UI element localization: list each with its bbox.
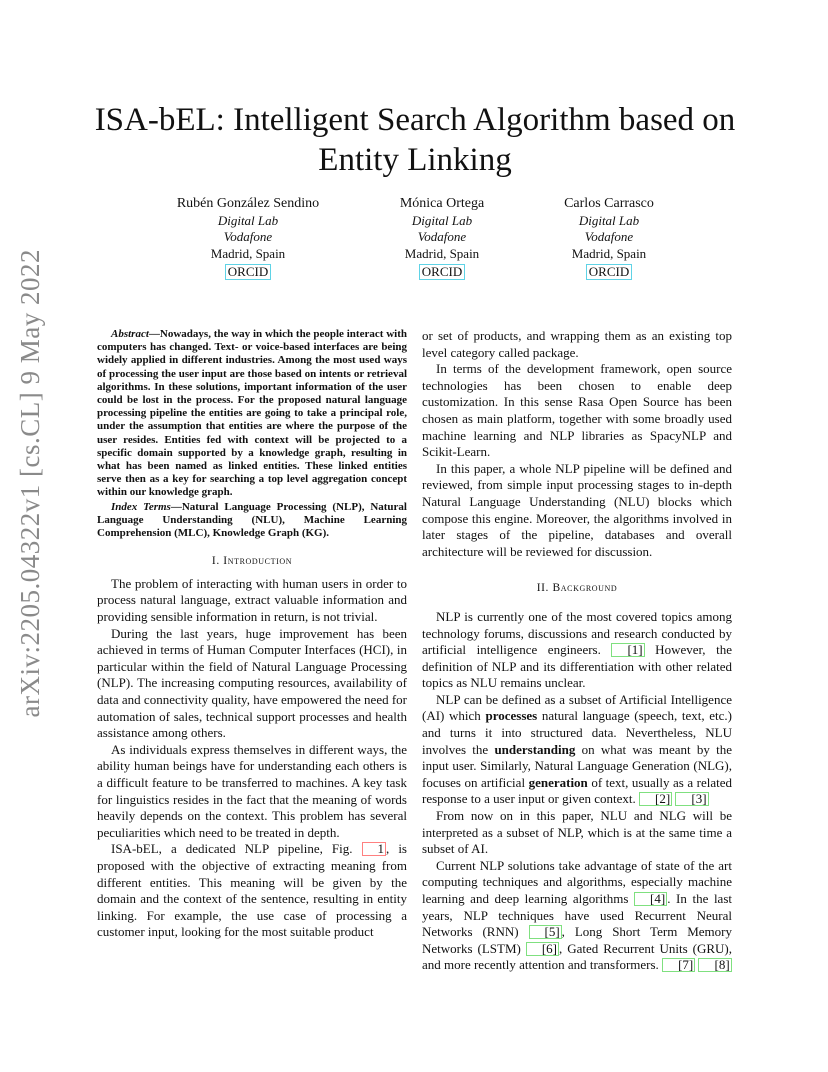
orcid-link[interactable]: ORCID	[225, 264, 271, 280]
text: , Long Short Term Memory Networks (LSTM)	[422, 924, 732, 956]
paragraph: or set of products, and wrapping them as an existing top level category called package.	[422, 328, 732, 360]
orcid-link[interactable]: ORCID	[586, 264, 632, 280]
author-org: Vodafone	[223, 229, 273, 245]
paper-title: ISA-bEL: Intelligent Search Algorithm based on Entity Linking	[94, 102, 736, 178]
author-dept: Digital Lab	[578, 212, 640, 228]
bold-term: processes	[485, 708, 538, 724]
index-terms-text: —Natural Language Processing (NLP), Natural Language Understanding (NLU), Machine Learning Comprehension (MLC), Knowledge Graph (KG).	[97, 500, 407, 540]
author-city: Madrid, Spain	[571, 246, 647, 262]
abstract-text: —Nowadays, the way in which the people interact with computers has changed. Text- or voice-based interfaces are being widely applied in different industries. Among the most used ways of processing the user input are those based on intents or retrieval algorithms. In these solutions, important information of the user could be lost in the process. For the proposed natural language processing pipeline the entities are going to take a principal role, under the assumption that entities are where the purpose of the user resides. Entities fed with context will be projected to a specific domain supported by a knowledge graph, resulting in what has been named as linked entities. These linked entities serve then as a key for searching a top level aggregation concept within our knowledge graph.	[97, 328, 407, 499]
citation-link[interactable]: [4]	[634, 892, 667, 906]
author-name: Rubén González Sendino	[176, 196, 320, 211]
citation-link[interactable]: [5]	[529, 925, 562, 939]
text: . In the last years, NLP techniques have used Recurrent Neural Networks (RNN)	[422, 891, 732, 940]
paragraph	[97, 841, 407, 941]
text: NLP is currently one of the most covered topics among technology forums, discussions and research conducted by artificial intelligence engineers.	[422, 608, 732, 658]
citation-link[interactable]: [3]	[675, 792, 708, 806]
text: , Gated Recurrent Units (GRU), and more recently attention and transformers.	[422, 940, 732, 973]
bold-term: understanding	[494, 741, 576, 757]
text: on what was meant by the input user. Similarly, Natural Language Generation (NLG), focuses on artificial	[422, 741, 732, 790]
citation-link[interactable]: [1]	[611, 643, 644, 657]
author-city: Madrid, Spain	[404, 246, 480, 262]
abstract	[97, 328, 407, 500]
index-terms	[97, 501, 407, 541]
arxiv-id-text: arXiv:2205.04322v1 [cs.CL] 9 May 2022	[14, 248, 45, 718]
author-1	[148, 196, 348, 281]
left-column	[97, 328, 407, 941]
paragraph: From now on in this paper, NLU and NLG will be interpreted as a subset of NLP, which is at the same time a subset of AI.	[422, 808, 732, 857]
abstract-label: Abstract	[111, 328, 149, 340]
author-org: Vodafone	[584, 229, 634, 245]
text: NLP can be defined as a subset of Artificial Intelligence (AI) which	[422, 691, 732, 724]
text: However, the definition of NLP and its differentiation with other related topics as NLU remains unclear.	[422, 642, 732, 691]
index-terms-label: Index Terms	[111, 500, 171, 513]
author-3	[509, 196, 709, 281]
paragraph: As individuals express themselves in different ways, the ability human beings have for understanding each others is a difficult feature to be transferred to machines. A key task for linguistics resides in the fact that the meaning of words heavily depends on the context. This problem has several peculiarities which need to be treated in depth.	[97, 741, 407, 840]
text: of text, usually as a related response to a user input or given context.	[422, 774, 732, 807]
right-column	[422, 328, 732, 974]
section-heading-introduction: I. Introduction	[211, 555, 293, 568]
author-name: Mónica Ortega	[399, 196, 485, 211]
citation-link[interactable]: [7]	[662, 958, 695, 972]
arxiv-identifier	[4, 248, 56, 718]
paragraph: During the last years, huge improvement has been achieved in terms of Human Computer Interfaces (HCI), in particular within the field of Natural Language Processing (NLP). The increasing computing resources, availability of data and connectivity quality, have empowered the need for automation of sales, technical support processes and health assistance among others.	[97, 625, 407, 741]
paragraph	[422, 609, 732, 692]
paragraph: In terms of the development framework, open source technologies has been chosen to enable deep customization. In this sense Rasa Open Source has been chosen as main platform, together with some broadly used machine learning and NLP libraries as SpacyNLP and Scikit-Learn.	[422, 361, 732, 460]
author-block	[0, 196, 828, 286]
author-org: Vodafone	[417, 229, 467, 245]
text: ISA-bEL, a dedicated NLP pipeline, Fig.	[111, 841, 362, 857]
citation-link[interactable]: [8]	[698, 958, 731, 972]
paragraph: In this paper, a whole NLP pipeline will be defined and reviewed, from simple input processing stages to in-depth Natural Language Understanding (NLU) blocks which compose this engine. Moreover, the algorithms involved in later stages of the pipeline, databases and overall architecture will be reviewed for discussion.	[422, 460, 732, 559]
text: natural language (speech, text, etc.) and turns it into structured data. Nevertheless, NLU involves the	[422, 708, 733, 757]
paragraph: The problem of interacting with human users in order to process natural language, extract valuable information and providing sensible information in return, is not trivial.	[97, 575, 407, 625]
paragraph	[422, 692, 732, 808]
author-city: Madrid, Spain	[210, 246, 286, 262]
author-dept: Digital Lab	[411, 212, 473, 228]
text: Current NLP solutions take advantage of state of the art computing techniques and algorithms, especially machine learning and deep learning algorithms	[422, 857, 732, 906]
paragraph	[422, 858, 732, 974]
citation-link[interactable]: [2]	[639, 792, 672, 806]
text: , is proposed with the objective of extracting meaning from different entities. This meaning will be given by the domain and the context of the sentence, resulting in entity linking. For example, the use case of processing a customer input, looking for the most suitable product	[97, 841, 407, 940]
orcid-link[interactable]: ORCID	[419, 264, 465, 280]
author-name: Carlos Carrasco	[564, 196, 654, 211]
citation-link[interactable]: [6]	[526, 942, 559, 956]
section-heading-background: II. Background	[536, 582, 618, 595]
bold-term: generation	[528, 774, 588, 790]
figure-reference-link[interactable]: 1	[362, 842, 387, 856]
author-dept: Digital Lab	[217, 212, 279, 228]
